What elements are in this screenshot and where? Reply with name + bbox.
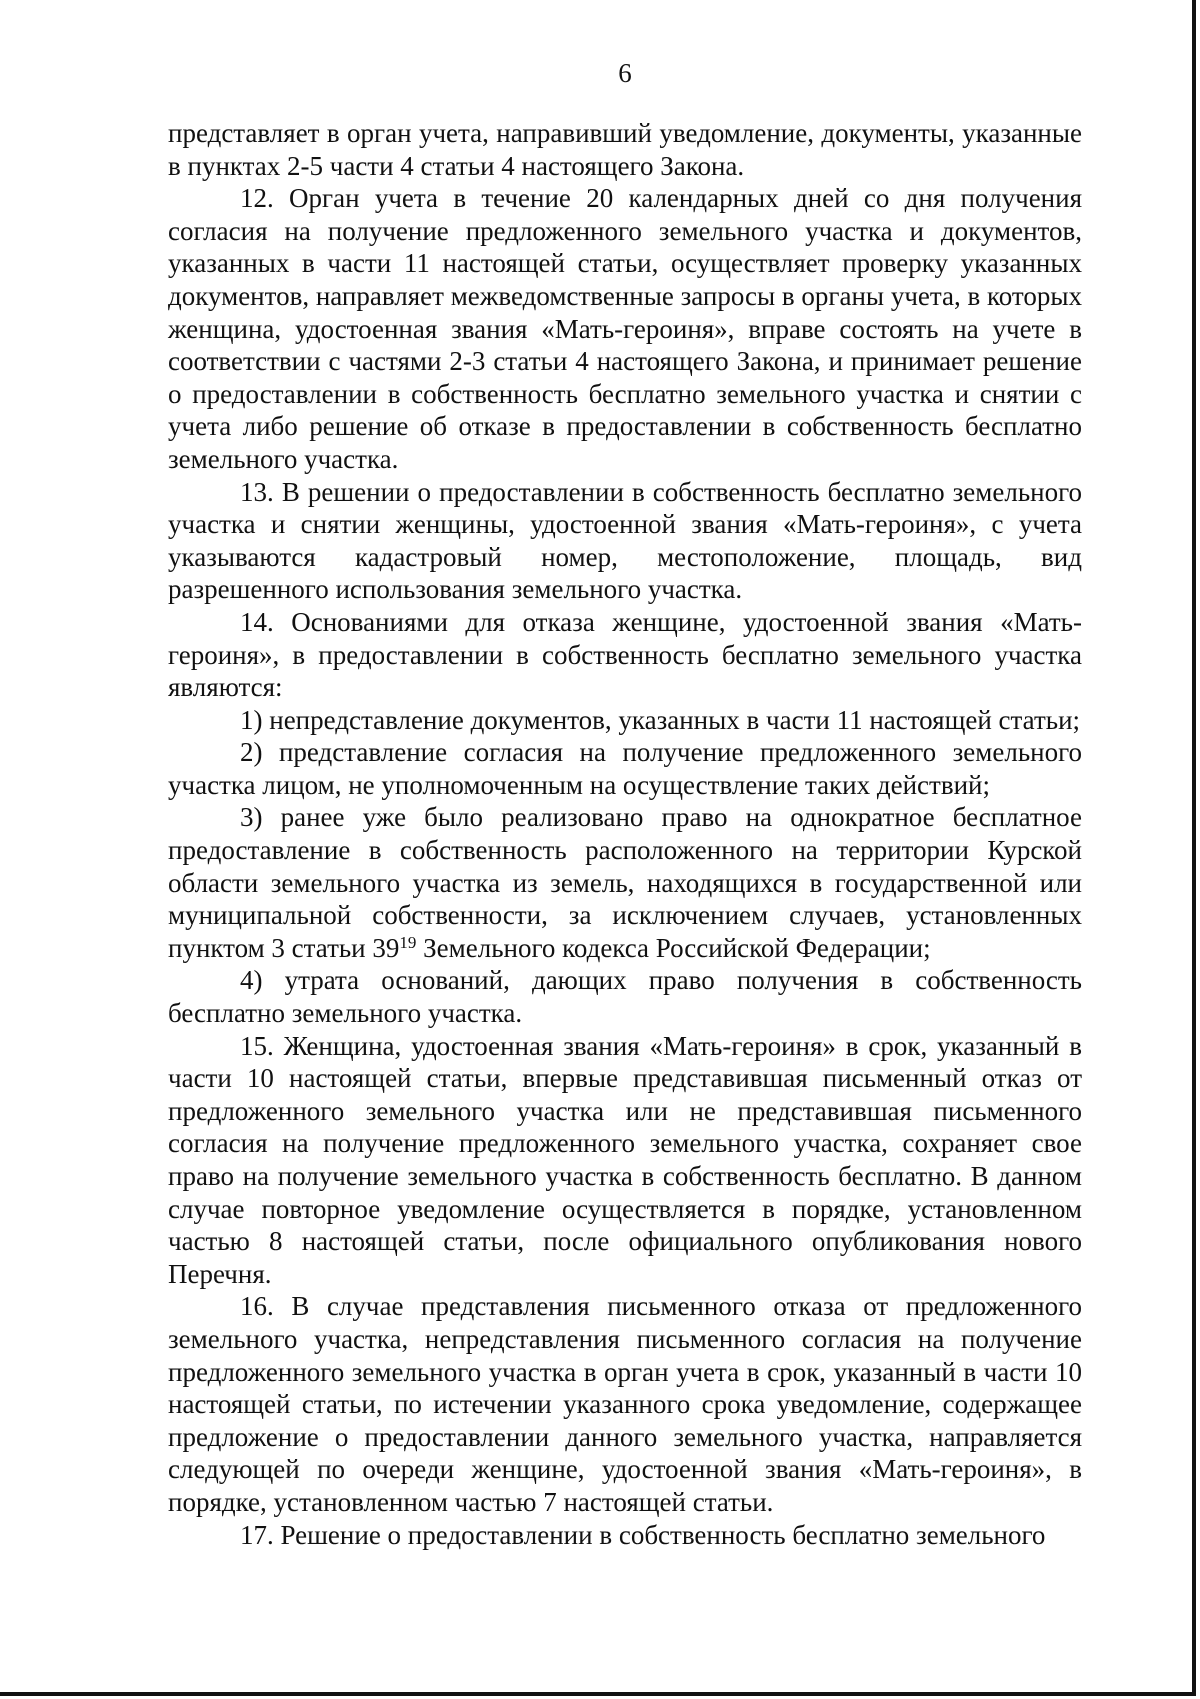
paragraph-13: 13. В решении о предоставлении в собственность бесплатно земельного участка и снятии женщины, удостоенной звания «Мать-героиня», с учета указываются кадастровый номер, местоположение, площадь, вид разрешенного использования земельного участка. <box>168 476 1082 605</box>
paragraph-16: 16. В случае представления письменного отказа от предложенного земельного участка, непредставления письменного согласия на получение предложенного земельного участка в орган учета в срок, указанный в части 10 настоящей статьи, по истечении указанного срока уведомление, содержащее предложение о предоставлении данного земельного участка, направляется следующей по очереди женщине, удостоенной звания «Мать-героиня», в порядке, установленном частью 7 настоящей статьи. <box>168 1291 1082 1517</box>
paragraph-14-item-3 <box>168 801 1082 964</box>
paragraph-15: 15. Женщина, удостоенная звания «Мать-героиня» в срок, указанный в части 10 настоящей статьи, впервые представившая письменный отказ от предложенного земельного участка или не представившая письменного согласия на получение предложенного земельного участка, сохраняет свое право на получение земельного участка в собственность бесплатно. В данном случае повторное уведомление осуществляется в порядке, установленном частью 8 настоящей статьи, после официального опубликования нового Перечня. <box>168 1030 1082 1289</box>
paragraph-17: 17. Решение о предоставлении в собственность бесплатно земельного <box>240 1519 1046 1550</box>
document-body <box>168 117 1082 1551</box>
paragraph-14-item-1: 1) непредставление документов, указанных в части 11 настоящей статьи; <box>240 704 1081 735</box>
paragraph-14-item-4: 4) утрата оснований, дающих право получения в собственность бесплатно земельного участка. <box>168 965 1082 1029</box>
article-superscript: 19 <box>399 932 417 952</box>
paragraph-14-item-3-tail: Земельного кодекса Российской Федерации; <box>416 932 931 963</box>
paragraph-14-item-3-text: 3) ранее уже было реализовано право на однократное бесплатное предоставление в собственность расположенного на территории Курской области земельного участка из земель, находящихся в государственной или муниципальной собственности, за исключением случаев, установленных пунктом 3 статьи 39 <box>168 802 1082 963</box>
paragraph-14: 14. Основаниями для отказа женщине, удостоенной звания «Мать-героиня», в предоставлении в собственность бесплатно земельного участка являются: <box>168 606 1082 703</box>
paragraph-continuation: представляет в орган учета, направивший уведомление, документы, указанные в пунктах 2-5 части 4 статьи 4 настоящего Закона. <box>168 118 1082 181</box>
paragraph-12: 12. Орган учета в течение 20 календарных дней со дня получения согласия на получение предложенного земельного участка и документов, указанных в части 11 настоящей статьи, осуществляет проверку указанных документов, направляет межведомственные запросы в органы учета, в которых женщина, удостоенная звания «Мать-героиня», вправе состоять на учете в соответствии с частями 2-3 статьи 4 настоящего Закона, и принимает решение о предоставлении в собственность бесплатно земельного участка и снятии с учета либо решение об отказе в предоставлении в собственность бесплатно земельного участка. <box>168 183 1082 474</box>
page-number: 6 <box>618 58 632 88</box>
paragraph-14-item-2: 2) представление согласия на получение предложенного земельного участка лицом, не уполномоченным на осуществление таких действий; <box>168 737 1082 800</box>
